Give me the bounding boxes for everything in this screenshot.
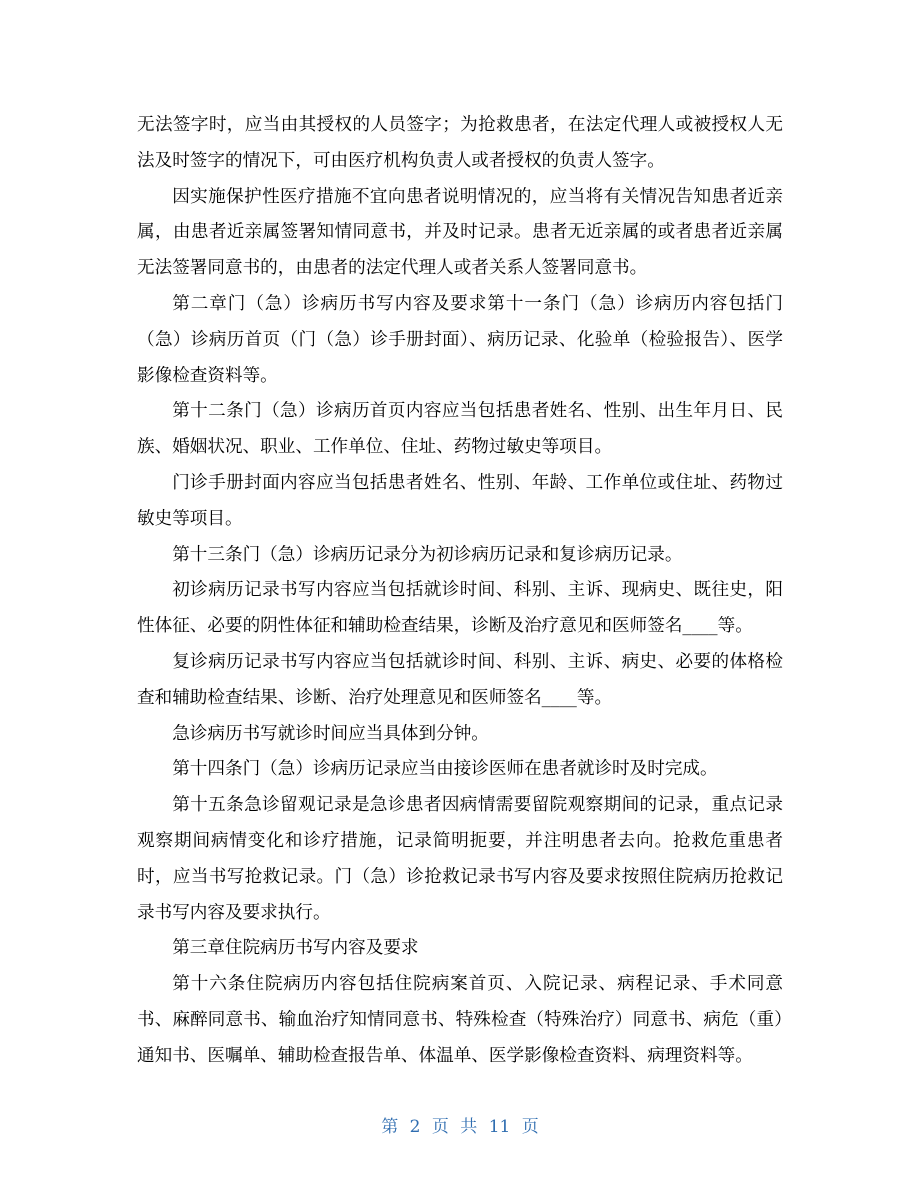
paragraph: 初诊病历记录书写内容应当包括就诊时间、科别、主诉、现病史、既往史，阳性体征、必要的阴性体征和辅助检查结果，诊断及治疗意见和医师签名____等。 bbox=[137, 580, 783, 637]
paragraph: 复诊病历记录书写内容应当包括就诊时间、科别、主诉、病史、必要的体格检查和辅助检查结果、诊断、治疗处理意见和医师签名____等。 bbox=[137, 651, 783, 708]
footer-page-label: 第 bbox=[381, 1117, 399, 1137]
paragraph: 因实施保护性医疗措施不宜向患者说明情况的，应当将有关情况告知患者近亲属，由患者近亲属签署知情同意书，并及时记录。患者无近亲属的或者患者近亲属无法签署同意书的，由患者的法定代理人或者关系人签署同意书。 bbox=[137, 186, 783, 279]
footer-page-unit: 页 bbox=[431, 1117, 449, 1137]
paragraph: 无法签字时，应当由其授权的人员签字；为抢救患者，在法定代理人或被授权人无法及时签字的情况下，可由医疗机构负责人或者授权的负责人签字。 bbox=[137, 115, 783, 171]
paragraph: 第十四条门（急）诊病历记录应当由接诊医师在患者就诊时及时完成。 bbox=[172, 759, 718, 780]
footer-total-pages: 11 bbox=[488, 1117, 511, 1137]
document-body bbox=[137, 108, 783, 1075]
paragraph: 第二章门（急）诊病历书写内容及要求第十一条门（急）诊病历内容包括门（急）诊病历首页（门（急）诊手册封面）、病历记录、化验单（检验报告）、医学影像检查资料等。 bbox=[137, 293, 783, 386]
page-footer bbox=[0, 1112, 920, 1137]
paragraph: 急诊病历书写就诊时间应当具体到分钟。 bbox=[172, 723, 489, 744]
paragraph: 第十五条急诊留观记录是急诊患者因病情需要留院观察期间的记录，重点记录观察期间病情变化和诊疗措施，记录简明扼要，并注明患者去向。抢救危重患者时，应当书写抢救记录。门（急）诊抢救记录书写内容及要求按照住院病历抢救记录书写内容及要求执行。 bbox=[137, 795, 783, 923]
paragraph: 第十二条门（急）诊病历首页内容应当包括患者姓名、性别、出生年月日、民族、婚姻状况、职业、工作单位、住址、药物过敏史等项目。 bbox=[137, 401, 783, 458]
paragraph: 第十三条门（急）诊病历记录分为初诊病历记录和复诊病历记录。 bbox=[172, 544, 683, 565]
chapter-heading: 第三章住院病历书写内容及要求 bbox=[172, 938, 419, 959]
footer-total-label: 共 bbox=[460, 1117, 478, 1137]
footer-total-unit: 页 bbox=[521, 1117, 539, 1137]
footer-current-page: 2 bbox=[409, 1117, 421, 1137]
paragraph: 门诊手册封面内容应当包括患者姓名、性别、年龄、工作单位或住址、药物过敏史等项目。 bbox=[137, 472, 783, 529]
paragraph: 第十六条住院病历内容包括住院病案首页、入院记录、病程记录、手术同意书、麻醉同意书、输血治疗知情同意书、特殊检查（特殊治疗）同意书、病危（重）通知书、医嘱单、辅助检查报告单、体温单、医学影像检查资料、病理资料等。 bbox=[137, 974, 783, 1066]
